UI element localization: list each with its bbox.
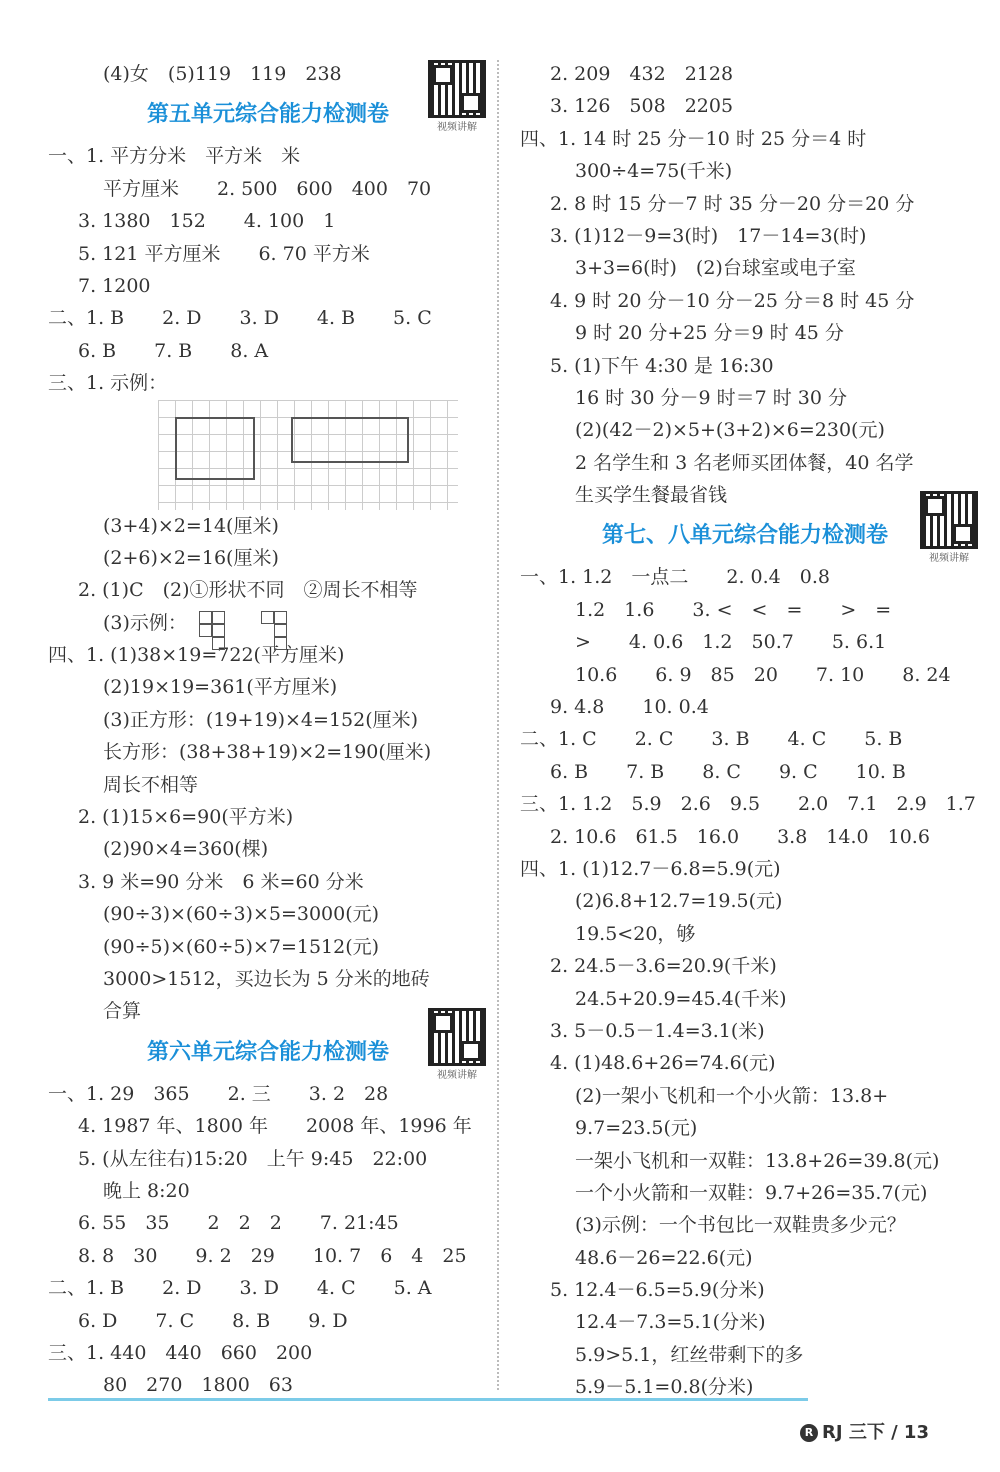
- answer-text: 3+3=6(时) (2)台球室或电子室: [575, 257, 856, 280]
- answer-line: [48, 931, 488, 963]
- answer-text: 3. 1380 152 4. 100 1: [78, 210, 336, 233]
- answer-text: (3)正方形：(19+19)×4=152(厘米): [103, 708, 419, 731]
- answer-text: 二、1. B 2. D 3. D 4. C 5. A: [48, 1277, 432, 1300]
- unit78-header: [520, 511, 970, 565]
- answer-line: [520, 90, 970, 122]
- right-column: [520, 58, 976, 1404]
- answer-line: [520, 1080, 970, 1112]
- answer-line: [520, 691, 970, 723]
- answer-text: 四、1. (1)12.7－6.8=5.9(元): [520, 857, 781, 880]
- answer-line: [48, 801, 488, 833]
- answer-text: 7. 1200: [78, 274, 151, 297]
- qr-code-icon: [428, 1008, 486, 1066]
- answer-line: [520, 1339, 970, 1371]
- answer-text: 24.5+20.9=45.4(千米): [575, 987, 787, 1010]
- unit5-header: [48, 90, 488, 140]
- answer-line: [520, 1015, 970, 1047]
- answer-line: [48, 736, 488, 768]
- answer-line: [520, 723, 970, 755]
- example-shape-1: [199, 611, 249, 637]
- answer-text: 2. (1)15×6=90(平方米): [78, 806, 294, 829]
- answer-line: [48, 574, 488, 606]
- publisher-circle-icon: R: [800, 1424, 818, 1442]
- answer-text: 3. 126 508 2205: [550, 95, 734, 118]
- answer-text: 合算: [103, 1000, 142, 1023]
- answer-text: (3+4)×2=14(厘米): [103, 514, 279, 537]
- answer-line: [48, 542, 488, 574]
- answer-text: 48.6－26=22.6(元): [575, 1246, 753, 1269]
- answer-line: [520, 1242, 970, 1274]
- unit6-header: [48, 1028, 488, 1081]
- answer-text: 四、1. (1)38×19=722(平方厘米): [48, 644, 345, 667]
- answer-text: 二、1. B 2. D 3. D 4. B 5. C: [48, 307, 432, 330]
- answer-text: 4. (1)48.6+26=74.6(元): [550, 1052, 776, 1075]
- answer-text: 平方厘米 2. 500 600 400 70: [103, 177, 432, 200]
- answer-text: 2 名学生和 3 名老师买团体餐，40 名学: [575, 451, 914, 474]
- answer-text: > 4. 0.6 1.2 50.7 5. 6.1: [575, 631, 887, 654]
- answer-line: [48, 639, 488, 671]
- answer-line: [48, 963, 488, 995]
- answer-line: [520, 447, 970, 479]
- answer-text: 3. (1)12－9=3(时) 17－14=3(时): [550, 224, 867, 247]
- answer-text: 4. 1987 年、1800 年 2008 年、1996 年: [78, 1115, 472, 1138]
- answer-line: [520, 1112, 970, 1144]
- answer-line: [520, 659, 970, 691]
- answer-line: [48, 995, 488, 1027]
- answer-text: 5. (1)下午 4:30 是 16:30: [550, 354, 774, 377]
- answer-text: 长方形：(38+38+19)×2=190(厘米): [103, 741, 432, 764]
- answer-text: 三、1. 示例：: [48, 372, 168, 395]
- answer-line: [48, 1143, 488, 1175]
- answer-text: 5.9>5.1，红丝带剩下的多: [575, 1343, 804, 1366]
- answer-text: 1.2 1.6 3. < < = > =: [575, 598, 892, 621]
- answer-line: [48, 898, 488, 930]
- unit78-title: 第七、八单元综合能力检测卷: [601, 523, 888, 549]
- answer-text: 10.6 6. 9 85 20 7. 10 8. 24: [575, 663, 951, 686]
- answer-line: [520, 58, 970, 90]
- answer-text: 5. 121 平方厘米 6. 70 平方米: [78, 242, 370, 265]
- answer-line: [520, 1177, 970, 1209]
- answer-text: 6. 55 35 2 2 2 7. 21:45: [78, 1212, 399, 1235]
- answer-line: [520, 1145, 970, 1177]
- qr-code-unit6[interactable]: 视频讲解: [426, 1008, 488, 1081]
- answer-line: [48, 238, 488, 270]
- answer-text: 9 时 20 分+25 分＝9 时 45 分: [575, 322, 844, 345]
- answer-text: (2)6.8+12.7=19.5(元): [575, 890, 783, 913]
- rectangle-example-grid: [158, 400, 458, 510]
- answer-text: 5. (从左往右)15:20 上午 9:45 22:00: [78, 1147, 428, 1170]
- answer-text: 一、1. 平方分米 平方米 米: [48, 145, 301, 168]
- answer-line: [520, 594, 970, 626]
- answer-line: [48, 270, 488, 302]
- answer-line: [520, 626, 970, 658]
- answer-text: (90÷5)×(60÷5)×7=1512(元): [103, 935, 380, 958]
- answer-line: [48, 769, 488, 801]
- example-rectangle-2: [291, 417, 409, 463]
- answer-line: [48, 704, 488, 736]
- answer-line: [520, 788, 976, 820]
- answer-text: 9. 4.8 10. 0.4: [550, 696, 709, 719]
- answer-text: 6. B 7. B 8. C 9. C 10. B: [550, 760, 906, 783]
- answer-line: [520, 756, 970, 788]
- answer-line: [48, 173, 488, 205]
- answer-line: [48, 1305, 488, 1337]
- answer-text: 19.5<20，够: [575, 922, 696, 945]
- bottom-rule: [48, 1398, 808, 1401]
- answer-line: [48, 1110, 488, 1142]
- page-number: RJ 三下 / 13: [822, 1422, 929, 1443]
- answer-line: [48, 607, 488, 639]
- answer-line: [48, 140, 488, 172]
- answer-line: [520, 853, 970, 885]
- answer-text: 3. 9 米=90 分米 6 米=60 分米: [78, 870, 364, 893]
- answer-text: (3)示例：一个书包比一双鞋贵多少元？: [575, 1214, 906, 1237]
- answer-text: 2. 8 时 15 分－7 时 35 分－20 分＝20 分: [550, 192, 915, 215]
- answer-text: 2. 10.6 61.5 16.0 3.8 14.0 10.6: [550, 825, 930, 848]
- answer-line: [520, 155, 970, 187]
- answer-text: 6. B 7. B 8. A: [78, 339, 269, 362]
- answer-text: 一个小火箭和一双鞋：9.7+26=35.7(元): [575, 1181, 928, 1204]
- qr-code-icon: [920, 491, 978, 549]
- answer-text: (90÷3)×(60÷3)×5=3000(元): [103, 903, 380, 926]
- answer-text: 三、1. 1.2 5.9 2.6 9.5 2.0 7.1 2.9 1.7: [520, 793, 976, 816]
- answer-text: 三、1. 440 440 660 200: [48, 1341, 313, 1364]
- answer-text: 16 时 30 分－9 时＝7 时 30 分: [575, 386, 847, 409]
- answer-text: 一、1. 29 365 2. 三 3. 2 28: [48, 1082, 389, 1105]
- answer-text: 6. D 7. C 8. B 9. D: [78, 1309, 348, 1332]
- answer-line: [520, 1274, 970, 1306]
- answer-line: [520, 821, 970, 853]
- answer-text: 8. 8 30 9. 2 29 10. 7 6 4 25: [78, 1244, 467, 1267]
- answer-line: [520, 479, 970, 511]
- answer-text: 二、1. C 2. C 3. B 4. C 5. B: [520, 728, 903, 751]
- answer-line: [520, 885, 970, 917]
- answer-line: [48, 1207, 488, 1239]
- answer-text: 一架小飞机和一双鞋：13.8+26=39.8(元): [575, 1149, 940, 1172]
- answer-line: [520, 317, 970, 349]
- answer-line: [520, 382, 970, 414]
- answer-line: [520, 252, 970, 284]
- answer-text: 四、1. 14 时 25 分－10 时 25 分＝4 时: [520, 127, 867, 150]
- answer-text: 5.9－5.1=0.8(分米): [575, 1376, 754, 1399]
- example-shape-2: [261, 611, 311, 637]
- answer-text: 一、1. 1.2 一点二 2. 0.4 0.8: [520, 566, 830, 589]
- answer-text: 3000>1512，买边长为 5 分米的地砖: [103, 967, 430, 990]
- answer-line: [48, 335, 488, 367]
- answer-line: [48, 1175, 488, 1207]
- answer-text: 9.7=23.5(元): [575, 1117, 698, 1140]
- answer-line: [48, 866, 488, 898]
- answer-line: [520, 414, 970, 446]
- answer-text: (3)示例：: [103, 611, 187, 634]
- answer-text: 80 270 1800 63: [103, 1374, 293, 1397]
- answer-line: [48, 1272, 488, 1304]
- example-rectangle-1: [175, 417, 255, 480]
- answer-text: 周长不相等: [103, 773, 199, 796]
- answer-line: [48, 1240, 488, 1272]
- answer-text: 12.4－7.3=5.1(分米): [575, 1311, 766, 1334]
- answer-line: [48, 302, 488, 334]
- answer-text: (2)19×19=361(平方厘米): [103, 676, 338, 699]
- answer-text: 300÷4=75(千米): [575, 160, 733, 183]
- answer-line: [520, 1306, 970, 1338]
- unit5-title: 第五单元综合能力检测卷: [146, 102, 389, 128]
- answer-text: 3. 5－0.5－1.4=3.1(米): [550, 1019, 765, 1042]
- answer-line: [48, 205, 488, 237]
- answer-line: [48, 1337, 488, 1369]
- answer-line: [48, 1078, 488, 1110]
- answer-line: [48, 833, 488, 865]
- column-divider: [497, 60, 499, 1390]
- answer-line: [520, 983, 970, 1015]
- answer-text: (2)(42－2)×5+(3+2)×6=230(元): [575, 419, 885, 442]
- answer-line: [520, 350, 970, 382]
- answer-text: (2)90×4=360(棵): [103, 838, 269, 861]
- page-footer: [800, 1418, 929, 1444]
- answer-text: 2. 24.5－3.6=20.9(千米): [550, 955, 777, 978]
- qr-code-icon: [428, 60, 486, 118]
- answer-text: (2)一架小飞机和一个小火箭：13.8+: [575, 1084, 889, 1107]
- answer-text: 2. 209 432 2128: [550, 63, 734, 85]
- qr-code-unit78[interactable]: 视频讲解: [918, 491, 980, 564]
- answer-line: [520, 220, 970, 252]
- answer-line: [520, 123, 970, 155]
- answer-text: 4. 9 时 20 分－10 分－25 分＝8 时 45 分: [550, 289, 915, 312]
- answer-line: [520, 918, 970, 950]
- answer-text: (2+6)×2=16(厘米): [103, 546, 279, 569]
- answer-text: 生买学生餐最省钱: [575, 484, 728, 507]
- answer-text: 晚上 8:20: [103, 1179, 190, 1202]
- answer-line: [520, 1047, 970, 1079]
- answer-line: [520, 561, 970, 593]
- answer-line: [520, 1209, 970, 1241]
- qr-code-unit5[interactable]: 视频讲解: [426, 60, 488, 133]
- answer-line: [48, 671, 488, 703]
- answer-line: [48, 58, 488, 90]
- answer-text: (4)女 (5)119 119 238: [103, 63, 342, 85]
- answer-text: 5. 12.4－6.5=5.9(分米): [550, 1279, 765, 1302]
- answer-line: [520, 285, 970, 317]
- left-column: [48, 58, 488, 1402]
- answer-line: [48, 367, 488, 399]
- answer-line: [48, 1369, 488, 1401]
- answer-line: [520, 950, 970, 982]
- answer-line: [520, 188, 970, 220]
- answer-line: [48, 510, 488, 542]
- answer-text: 2. (1)C (2)①形状不同 ②周长不相等: [78, 579, 418, 602]
- unit6-title: 第六单元综合能力检测卷: [146, 1039, 389, 1065]
